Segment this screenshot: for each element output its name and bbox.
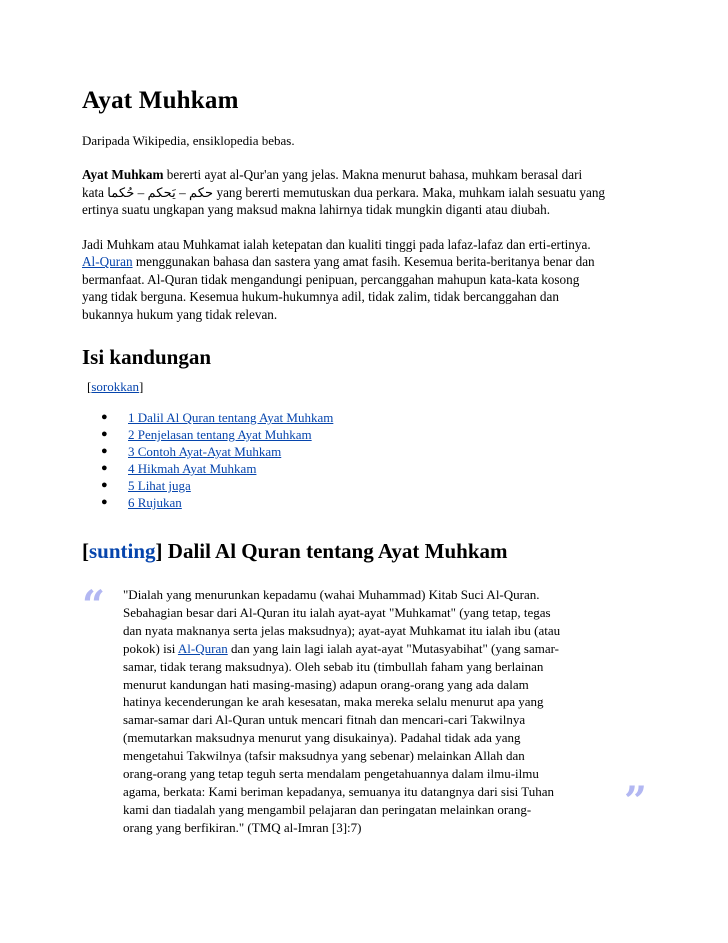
quote-line: Sebahagian besar dari Al-Quran itu ialah ayat-ayat "Muhkamat" (yang tetap, tegas: [123, 604, 551, 620]
intro-line-3: ertinya suatu ungkapan yang maksud makna lahirnya tidak mungkin diganti atau diubah.: [82, 202, 551, 217]
al-quran-link[interactable]: Al-Quran: [82, 254, 133, 269]
quote-line: menurut kandungan hati masing-masing) adapun orang-orang yang ada dalam: [123, 676, 529, 692]
toc-link-contoh[interactable]: 3 Contoh Ayat-Ayat Muhkam: [128, 444, 282, 459]
toc-toggle: [87, 378, 652, 395]
blockquote: [82, 582, 652, 837]
quote-line: pokok) isi: [123, 640, 178, 656]
toc-link-penjelasan[interactable]: 2 Penjelasan tentang Ayat Muhkam: [128, 427, 312, 442]
para2-line-1: Jadi Muhkam atau Muhkamat ialah ketepatan dan kualiti tinggi pada lafaz-lafaz dan erti-ertinya.: [82, 236, 591, 252]
toc-hide-link[interactable]: sorokkan: [91, 379, 140, 394]
para2-line-4: yang tidak berguna. Kesemua hukum-hukumnya adil, tidak zalim, tidak bercanggahan dan: [82, 289, 559, 304]
para2-line-5: bukannya hukum yang tidak relevan.: [82, 306, 278, 322]
toc-heading: Isi kandungan: [82, 345, 212, 369]
section-heading-dalil: [82, 538, 652, 564]
toc-item: [82, 426, 652, 443]
toc-link-hikmah[interactable]: 4 Hikmah Ayat Muhkam: [128, 461, 257, 476]
quote-line: orang-orang yang tetap teguh serta mendalam pengetahuannya dalam ilmu-ilmu: [123, 766, 539, 782]
toc-item: [82, 409, 652, 426]
page-subtitle: Daripada Wikipedia, ensiklopedia bebas.: [82, 133, 295, 148]
toc-item: [82, 477, 652, 494]
open-quote-icon: “: [82, 582, 106, 629]
toc-item: [82, 443, 652, 460]
quote-line: samar-samar dari Al-Quran untuk mencari fitnah dan mencari-cari Takwilnya: [123, 712, 526, 728]
toc-item: [82, 494, 652, 511]
second-paragraph: [82, 236, 652, 324]
quote-line: samar, tidak terang maksudnya). Oleh sebab itu (timbullah faham yang berlainan: [123, 658, 544, 674]
toc-link-dalil[interactable]: 1 Dalil Al Quran tentang Ayat Muhkam: [128, 410, 334, 425]
edit-section-link[interactable]: sunting: [89, 539, 156, 563]
intro-bold-term: Ayat Muhkam: [82, 167, 164, 182]
article-page: [82, 86, 652, 837]
edit-bracket-open: [: [82, 539, 89, 563]
quote-line: hatinya kecenderungan ke arah kesesatan, maka mereka selalu menurut apa yang: [123, 694, 544, 710]
bullet-icon: ●: [101, 411, 108, 423]
quote-line: mengetahui Takwilnya (tafsir maksudnya yang sebenar) melainkan Allah dan: [123, 748, 525, 764]
quote-line: kami dan tiadalah yang mengambil pelajaran dan peringatan melainkan orang-: [123, 801, 532, 817]
toc-toggle-bracket-close: ]: [139, 379, 144, 394]
edit-bracket-close: ]: [155, 539, 163, 563]
bullet-icon: ●: [101, 496, 108, 508]
section-heading-text: Dalil Al Quran tentang Ayat Muhkam: [162, 539, 508, 563]
quote-line: agama, berkata: Kami beriman kepadanya, semuanya itu datangnya dari sisi Tuhan: [123, 783, 555, 799]
toc-item: [82, 460, 652, 477]
intro-paragraph: [82, 166, 652, 219]
para2-line-2: menggunakan bahasa dan sastera yang amat fasih. Kesemua berita-beritanya benar dan: [132, 254, 595, 269]
page-title: Ayat Muhkam: [82, 87, 239, 114]
close-quote-icon: ”: [624, 778, 648, 825]
intro-line-1: bererti ayat al-Qur'an yang jelas. Makna menurut bahasa, muhkam berasal dari: [163, 167, 583, 182]
quote-line: "Dialah yang menurunkan kepadamu (wahai Muhammad) Kitab Suci Al-Quran.: [123, 587, 540, 602]
toc-link-lihat-juga[interactable]: 5 Lihat juga: [128, 478, 191, 493]
toc-link-rujukan[interactable]: 6 Rujukan: [128, 495, 182, 510]
para2-line-3: bermanfaat. Al-Quran tidak mengandungi penipuan, percanggahan mahupun kata-kata kosong: [82, 271, 580, 287]
intro-line-2: kata حكم – يَحكم – حُكما yang bererti memutuskan dua perkara. Maka, muhkam ialah sesuatu yang: [82, 184, 606, 200]
bullet-icon: ●: [101, 428, 108, 440]
bullet-icon: ●: [101, 445, 108, 457]
quote-line: (memutarkan maksudnya menurut yang disukainya). Padahal tidak ada yang: [123, 730, 521, 746]
bullet-icon: ●: [101, 479, 108, 491]
toc-list: [82, 409, 652, 511]
bullet-icon: ●: [101, 462, 108, 474]
toc-toggle-bracket-open: [: [87, 379, 92, 394]
quote-text: [123, 586, 613, 837]
quote-line: dan yang lain lagi ialah ayat-ayat "Mutasyabihat" (yang samar-: [227, 640, 559, 656]
quote-line: orang yang berfikiran." (TMQ al-Imran [3]:7): [123, 819, 362, 835]
quote-line: dan nyata maknanya serta jelas maksudnya); ayat-ayat Muhkamat itu ialah ibu (atau: [123, 622, 561, 638]
quote-al-quran-link[interactable]: Al-Quran: [177, 640, 228, 656]
